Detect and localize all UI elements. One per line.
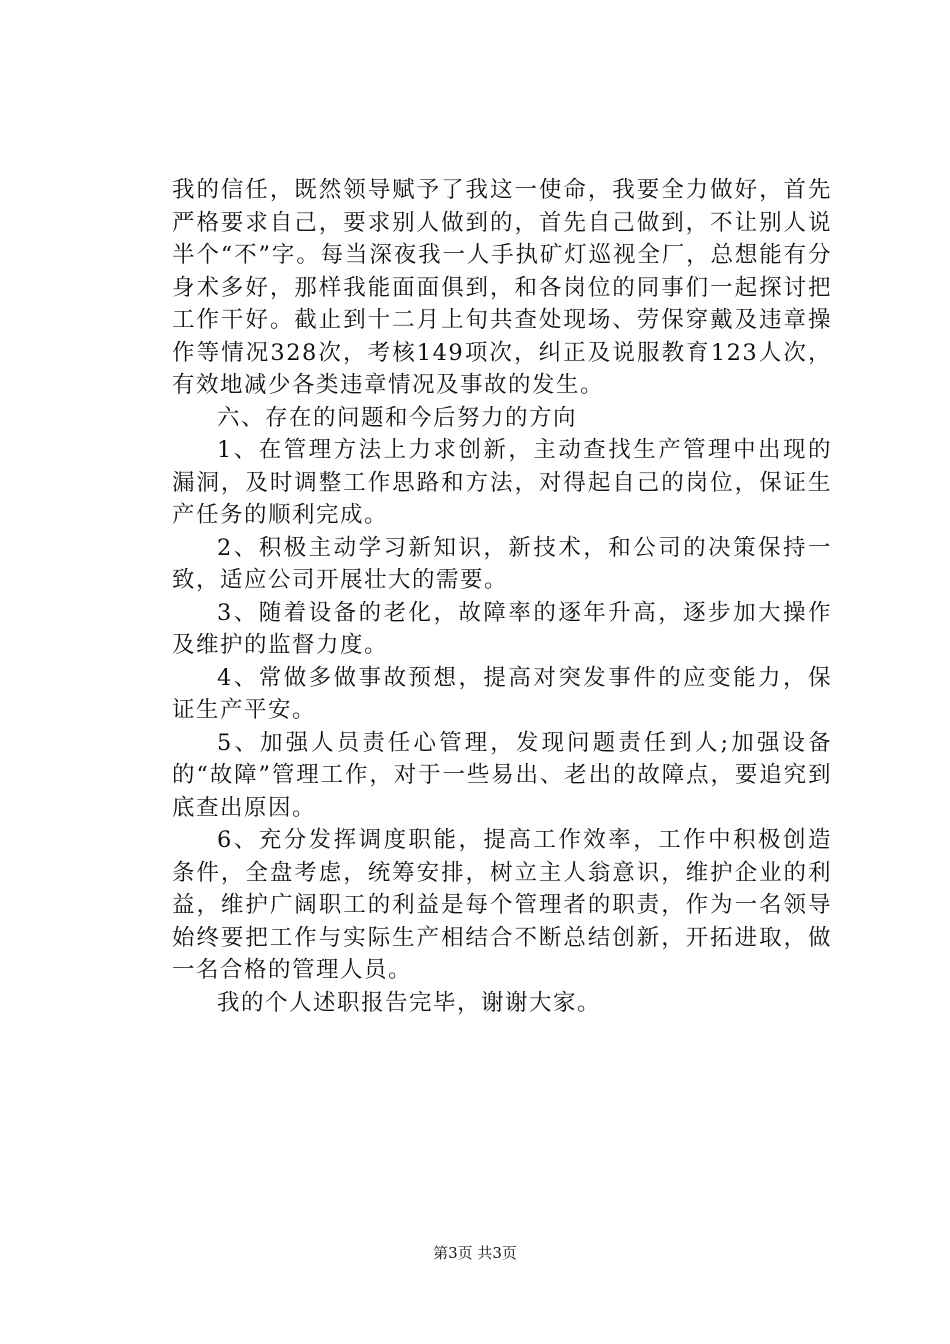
page-footer <box>0 1243 950 1263</box>
document-body <box>172 174 832 1019</box>
section-heading: 六、存在的问题和今后努力的方向 <box>217 404 578 431</box>
closing-paragraph: 我的个人述职报告完毕，谢谢大家。 <box>217 989 602 1016</box>
list-item-6: 6、充分发挥调度职能，提高工作效率，工作中积极创造条件，全盘考虑，统筹安排，树立主人翁意识，维护企业的利益，维护广阔职工的利益是每个管理者的职责，作为一名领导始终要把工作与实际生产相结合不断总结创新，开拓进取，做一名合格的管理人员。 <box>172 827 832 983</box>
page-number-current: 第3页 <box>433 1244 473 1262</box>
paragraph-continuation: 我的信任，既然领导赋予了我这一使命，我要全力做好，首先严格要求自己，要求别人做到的，首先自己做到，不让别人说半个“不”字。每当深夜我一人手执矿灯巡视全厂，总想能有分身术多好，那样我能面面俱到，和各岗位的同事们一起探讨把工作干好。截止到十二月上旬共查处现场、劳保穿戴及违章操作等情况328次，考核149项次，纠正及说服教育123人次，有效地减少各类违章情况及事故的发生。 <box>172 177 832 398</box>
list-item-3: 3、随着设备的老化，故障率的逐年升高，逐步加大操作及维护的监督力度。 <box>172 599 832 658</box>
list-item-2: 2、积极主动学习新知识，新技术，和公司的决策保持一致，适应公司开展壮大的需要。 <box>172 534 832 593</box>
list-item-4: 4、常做多做事故预想，提高对突发事件的应变能力，保证生产平安。 <box>172 664 832 723</box>
list-item-5: 5、加强人员责任心管理，发现问题责任到人;加强设备的“故障”管理工作，对于一些易出、老出的故障点，要追究到底查出原因。 <box>172 729 832 821</box>
page-number-total: 共3页 <box>477 1244 517 1262</box>
list-item-1: 1、在管理方法上力求创新，主动查找生产管理中出现的漏洞，及时调整工作思路和方法，对得起自己的岗位，保证生产任务的顺利完成。 <box>172 437 832 528</box>
